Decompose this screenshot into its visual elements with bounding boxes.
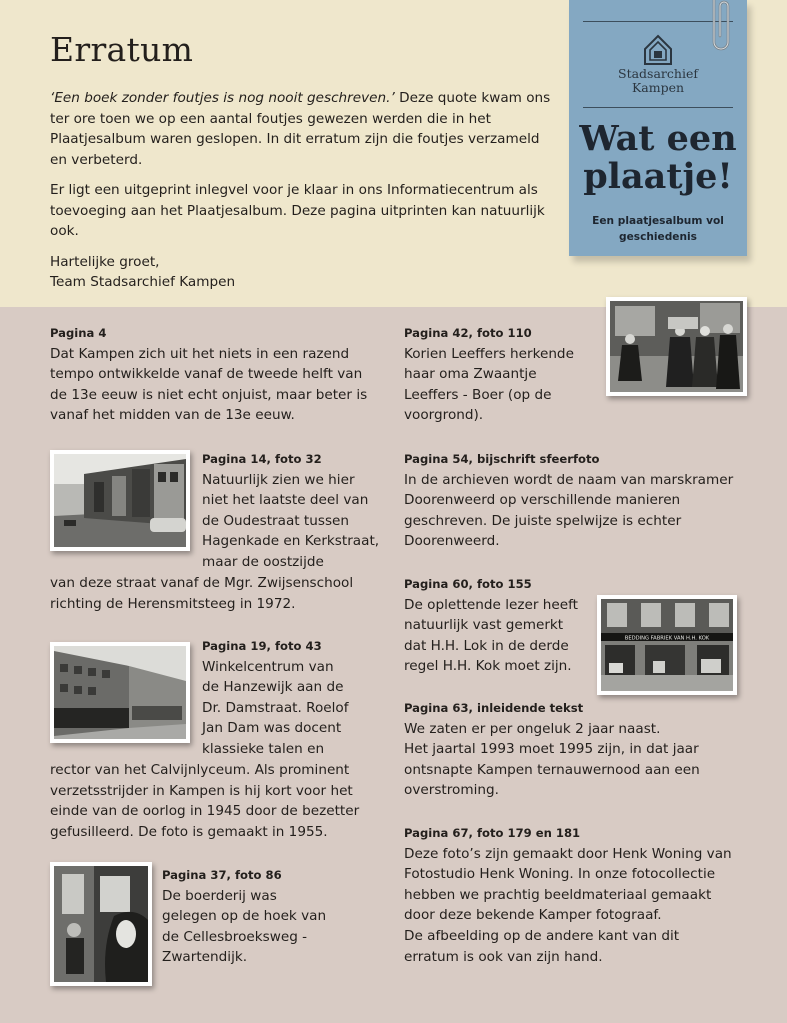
photo-klederdracht [606, 297, 747, 396]
entry-line: Winkelcentrum van [202, 658, 334, 675]
entry-heading: Pagina 14, foto 32 [202, 452, 322, 466]
entry-line: niet het laatste deel van [202, 492, 369, 509]
entry-line: Fotostudio Henk Woning. In onze fotocollectie [404, 866, 716, 883]
entry-line: Dr. Damstraat. Roelof [202, 699, 349, 716]
entry-line: Zwartendijk. [162, 949, 248, 966]
archive-name [569, 67, 747, 95]
signature: Team Stadsarchief Kampen [50, 274, 236, 290]
entry-heading: Pagina 4 [50, 326, 107, 340]
intro-paragraph-2: Er ligt een uitgeprint inlegvel voor je klaar in ons Informatiecentrum als toevoeging aan het Plaatjesalbum. Deze pagina uitprinten kan natuurlijk ook. [50, 182, 545, 239]
entry-line: gefusilleerd. De foto is gemaakt in 1955. [50, 823, 328, 840]
erratum-entry-pagina-19-top [202, 636, 387, 760]
erratum-entry-pagina-14-bottom [50, 573, 390, 614]
erratum-entry-pagina-60 [404, 574, 594, 677]
entry-line: geschreven. De juiste spelwijze is echter [404, 512, 682, 529]
entry-line: maar de oostzijde [202, 553, 324, 570]
entry-line: De afbeelding op de andere kant van dit [404, 927, 680, 944]
archive-name-line1: Stadsarchief [618, 66, 698, 81]
album-title-line1: Wat een [579, 118, 737, 159]
entry-line: Deze foto’s zijn gemaakt door Henk Woning van [404, 845, 732, 862]
entry-line: rector van het Calvijnlyceum. Als prominent [50, 762, 350, 778]
paperclip-icon [705, 0, 735, 58]
entry-line: Dat Kampen zich uit het niets in een razend [50, 345, 350, 362]
album-subtitle-line1: Een plaatjesalbum vol [592, 215, 724, 227]
entry-line: haar oma Zwaantje [404, 366, 537, 383]
entry-line: de 13e eeuw is niet echt onjuist, maar beter is [50, 386, 368, 403]
entry-line: Korien Leeffers herkende [404, 345, 574, 362]
photo-hanzewijk [50, 642, 190, 743]
entry-line: van deze straat vanaf de Mgr. Zwijsenschool [50, 575, 354, 591]
entry-line: de Oudestraat tussen [202, 512, 350, 529]
entry-line: hebben we prachtig beeldmateriaal gemaakt [404, 886, 712, 903]
photo-oudestraat [50, 450, 190, 551]
erratum-entry-pagina-4 [50, 323, 380, 426]
entry-line: We zaten er per ongeluk 2 jaar naast. [404, 720, 661, 737]
entry-line: Leeffers - Boer (op de [404, 386, 552, 403]
album-subtitle-line2: geschiedenis [619, 231, 697, 243]
intro-paragraph-1 [50, 88, 555, 170]
entry-line: overstroming. [404, 782, 499, 799]
entry-line: Doorenweerd. [404, 533, 500, 550]
erratum-entry-pagina-42 [404, 323, 604, 426]
intro-closing [50, 252, 555, 293]
entry-line: erratum is ook van zijn hand. [404, 948, 603, 965]
archive-name-line2: Kampen [631, 80, 685, 95]
entry-heading: Pagina 67, foto 179 en 181 [404, 826, 581, 840]
entry-line: gelegen op de hoek van [162, 908, 327, 925]
entry-line: de Hanzewijk aan de [202, 679, 344, 696]
intro-text [50, 88, 555, 303]
erratum-entry-pagina-67 [404, 823, 764, 967]
erratum-entry-pagina-54 [404, 449, 749, 552]
entry-line: einde van de oorlog in 1945 door de bezetter [50, 803, 360, 820]
album-title [569, 120, 747, 196]
entry-line: regel H.H. Kok moet zijn. [404, 658, 572, 675]
entry-line: Jan Dam was docent [202, 720, 342, 737]
entry-line: verzetsstrijder in Kampen is hij kort voor het [50, 782, 353, 799]
erratum-entry-pagina-37 [162, 865, 382, 968]
entry-line: Hagenkade en Kerkstraat, [202, 533, 380, 550]
entry-heading: Pagina 63, inleidende tekst [404, 701, 584, 715]
entry-line: dat H.H. Lok in de derde [404, 637, 569, 654]
intro-quote: ‘Een boek zonder foutjes is nog nooit geschreven.’ [50, 90, 395, 106]
entry-line: natuurlijk vast gemerkt [404, 617, 564, 634]
erratum-entry-pagina-19-bottom [50, 760, 390, 842]
entry-line: De oplettende lezer heeft [404, 596, 578, 613]
page-title: Erratum [50, 30, 194, 69]
intro-quote-rest: Deze quote kwam ons ter ore toen we op een aantal foutjes gewezen werden die in het Plaatjesalbum waren geslopen. In dit erratum zijn die foutjes verzameld en verbeterd. [50, 90, 551, 168]
entry-line: tempo ontwikkelde vanaf de tweede helft van [50, 366, 363, 383]
entry-line: klassieke talen en [202, 740, 325, 757]
entry-heading: Pagina 60, foto 155 [404, 577, 532, 591]
entry-line: richting de Herensmitsteeg in 1972. [50, 595, 296, 612]
entry-line: De boerderij was [162, 887, 277, 904]
entry-line: vanaf het midden van de 13e eeuw. [50, 407, 295, 424]
entry-heading: Pagina 42, foto 110 [404, 326, 532, 340]
erratum-entry-pagina-63 [404, 698, 749, 801]
entry-line: Het jaartal 1993 moet 1995 zijn, in dat jaar [404, 741, 699, 758]
entry-line: In de archieven wordt de naam van marskramer [404, 471, 734, 488]
greeting: Hartelijke groet, [50, 253, 160, 270]
entry-line: door deze bekende Kamper fotograaf. [404, 907, 662, 924]
entry-heading: Pagina 19, foto 43 [202, 639, 322, 653]
entry-heading: Pagina 37, foto 86 [162, 868, 282, 882]
album-title-line2: plaatje! [583, 156, 733, 197]
tag-divider-bottom [583, 107, 733, 108]
photo-boerderij [50, 862, 152, 986]
album-subtitle [569, 213, 747, 245]
entry-heading: Pagina 54, bijschrift sfeerfoto [404, 452, 600, 466]
entry-line: Natuurlijk zien we hier [202, 471, 355, 488]
entry-line: Doorenweerd op verschillende manieren [404, 492, 681, 509]
shop-sign: BEDDING FABRIEK VAN H.H. KOK [624, 635, 710, 642]
entry-line: ontsnapte Kampen ternauwernood aan een [404, 761, 700, 778]
erratum-entry-pagina-14-top [202, 449, 387, 573]
entry-line: de Cellesbroeksweg - [162, 928, 308, 945]
entry-line: voorgrond). [404, 407, 484, 424]
photo-winkel-kok [597, 595, 737, 695]
